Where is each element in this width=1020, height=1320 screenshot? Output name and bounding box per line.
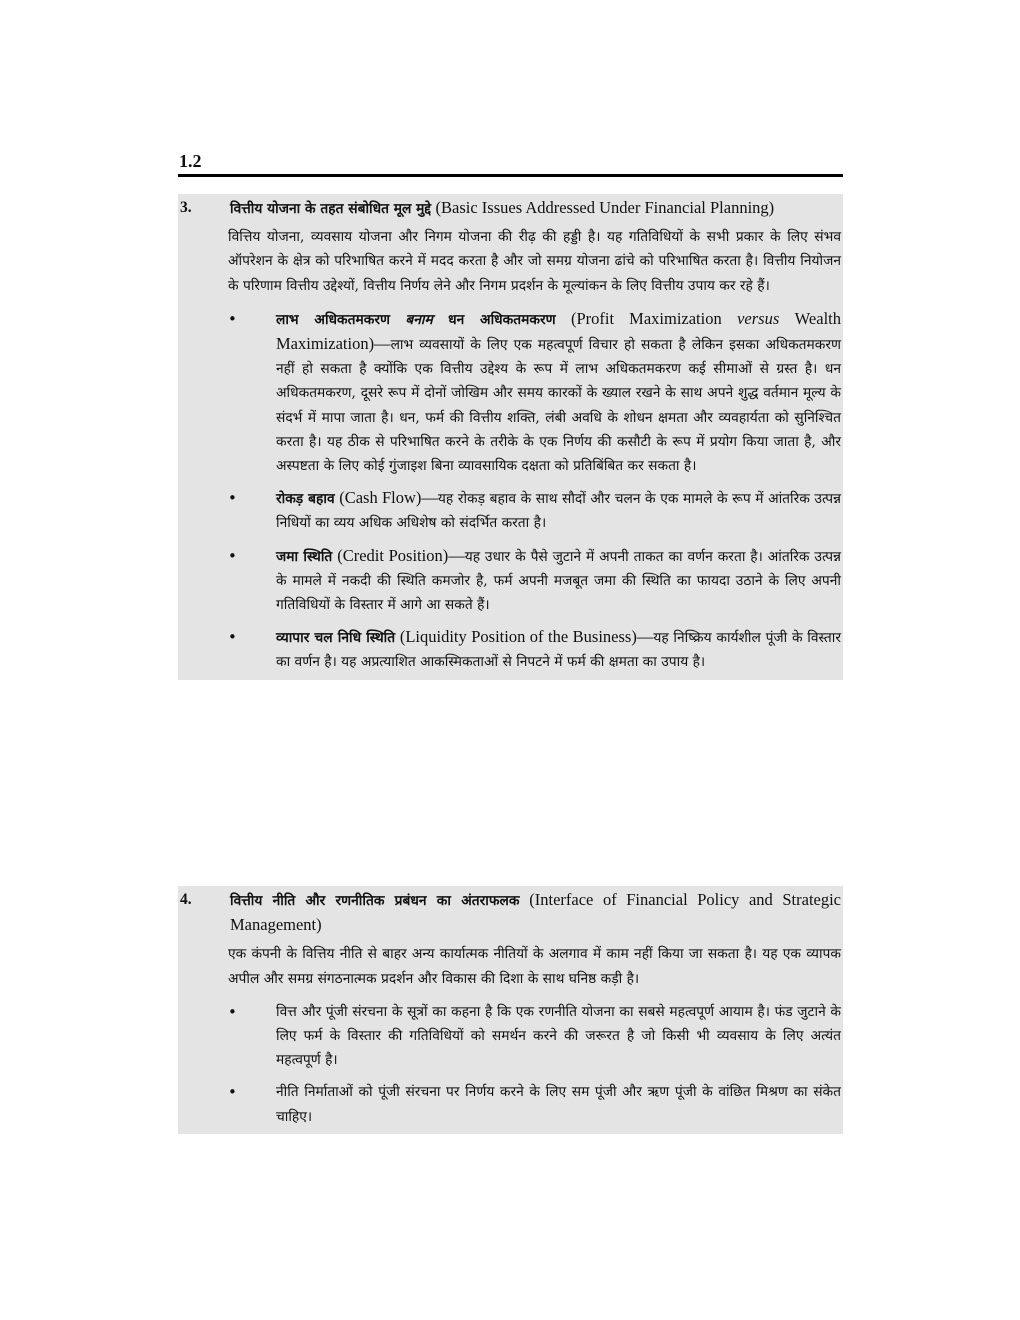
page-number: 1.2: [179, 151, 202, 171]
section-3-number: 3.: [180, 199, 192, 216]
bullet-term-english-versus: versus: [737, 308, 780, 328]
bullet-icon: •: [228, 628, 237, 647]
bullet-description: यह उधार के पैसे जुटाने में अपनी ताकत का वर्णन करता है। आंतरिक उत्पन्न के मामले में नकदी की स्थिति कमजोर है, फर्म अपनी मजबूत जमा की स्थिति का फायदा उठाने के लिए अपनी गतिविधियों के विस्तार में आगे आ सकते हैं।: [276, 548, 841, 614]
bullet-term-hindi-versus: बनाम: [405, 311, 433, 328]
bullet-term-english: (Profit Maximization: [570, 308, 722, 328]
section-3-title-english: (Basic Issues Addressed Under Financial Planning): [435, 198, 775, 217]
section-3-title-hindi: वित्तीय योजना के तहत संबोधित मूल मुद्दे: [230, 201, 432, 217]
bullet-term-english: (Liquidity Position of the Business)—: [399, 627, 654, 647]
bullet-icon: •: [228, 309, 237, 328]
section-4-title-english: (Interface of Financial Policy and Strategic Management): [230, 890, 842, 935]
bullet-text: [276, 544, 841, 618]
bullet-term-hindi: व्यापार चल निधि स्थिति: [276, 630, 396, 647]
bullet-credit-position: [228, 541, 843, 623]
bullet-cash-flow: [228, 483, 843, 540]
bullet-icon: •: [228, 546, 237, 565]
bullet-term-english: (Cash Flow)—: [339, 488, 438, 508]
bullet-term-hindi: लाभ अधिकतमकरण: [276, 311, 390, 328]
section-4-title-hindi: वित्तीय नीति और रणनीतिक प्रबंधन का अंतराफलक: [230, 893, 520, 909]
header-rule: [178, 174, 843, 177]
bullet-icon: •: [228, 1083, 237, 1102]
bullet-description: यह रोकड़ बहाव के साथ सौदों और चलन के एक मामले के रूप में आंतरिक उत्पन्न निधियों का व्यय अधिक अधिशेष को संदर्भित करता है।: [276, 491, 841, 532]
bullet-description: वित्त और पूंजी संरचना के सूत्रों का कहना है कि एक रणनीति योजना का सबसे महत्वपूर्ण आयाम है। फंड जुटाने के लिए फर्म के विस्तार की गतिविधियों को समर्थन करने की जरूरत है जो किसी भी व्यवसाय के लिए अत्यंत महत्वपूर्ण है।: [276, 1003, 841, 1069]
section-4-title: [230, 888, 843, 938]
bullet-liquidity-position: [228, 622, 843, 679]
bullet-description: लाभ व्यवसायों के लिए एक महत्वपूर्ण विचार हो सकता है लेकिन इसका अधिकतमकरण नहीं हो सकता है क्योंकि एक वित्तीय उद्देश्य के रूप में लाभ अधिकतमकरण कई सीमाओं से ग्रस्त है। धन अधिकतमकरण, दूसरे रूप में दोनों जोखिम और समय कारकों के ख्याल रखने के साथ अपने शुद्ध वर्तमान मूल्य के संदर्भ में मापा जाता है। धन, फर्म की वित्तीय शक्ति, लंबी अवधि के शोधन क्षमता और व्यवहार्यता को सुनिश्चित करता है। यह ठीक से परिभाषित करने के तरीके के एक निर्णय की कसौटी के रूप में प्रयोग किया जाता है, और अस्पष्टता के लिए कोई गुंजाइश बिना व्यावसायिक दक्षता को प्रतिबिंबित कर सकता है।: [276, 337, 841, 475]
bullet-term-english: Wealth Maximization)—: [276, 308, 841, 354]
bullet-term-hindi: धन अधिकतमकरण: [448, 311, 556, 328]
bullet-term-hindi: जमा स्थिति: [276, 548, 333, 565]
section-3-heading: [178, 194, 843, 222]
bullet-icon: •: [228, 489, 237, 508]
bullet-text: [276, 625, 841, 674]
section-4-intro: एक कंपनी के वित्तिय नीति से बाहर अन्य कार्यात्मक नीतियों के अलगाव में काम नहीं किया जा सकता है। यह एक व्यापक अपील और समग्र संगठनात्मक प्रदर्शन और विकास की दिशा के साथ घनिष्ठ कड़ी है।: [228, 946, 841, 987]
bullet-text: [276, 486, 841, 535]
bullet-finance-capital-structure: [228, 997, 843, 1078]
bullet-term-english: (Credit Position)—: [337, 545, 465, 565]
bullet-description: नीति निर्माताओं को पूंजी संरचना पर निर्णय करने के लिए सम पूंजी और ऋण पूंजी के वांछित मिश्रण का संकेत चाहिए।: [276, 1084, 841, 1125]
section-3-intro: वित्तिय योजना, व्यवसाय योजना और निगम योजना की रीढ़ की हड्डी है। यह गतिविधियों के सभी प्रकार के लिए संभव ऑपरेशन के क्षेत्र को परिभाषित करने में मदद करता है और जो समग्र योजना ढांचे को परिभाषित करता है। वित्तीय नियोजन के परिणाम वित्तीय उद्देश्यों, वित्तीय निर्णय लेने और निगम प्रदर्शन के मूल्यांकन के लिए वित्तीय उपाय कर रहे हैं।: [228, 229, 841, 294]
section-3-title: [230, 196, 843, 221]
section-4: [178, 886, 843, 1134]
bullet-policy-makers: [228, 1077, 843, 1133]
bullet-description: यह निष्क्रिय कार्यशील पूंजी के विस्तार का वर्णन है। यह अप्रत्याशित आकस्मिकताओं से निपटने में फर्म की क्षमता का उपाय है।: [276, 630, 841, 671]
bullet-text: [276, 307, 841, 478]
bullet-term-hindi: रोकड़ बहाव: [276, 491, 335, 508]
section-4-heading: [178, 886, 843, 939]
section-3: [178, 194, 843, 680]
section-4-number: 4.: [180, 891, 192, 908]
bullet-icon: •: [228, 1002, 237, 1021]
bullet-profit-vs-wealth: [228, 304, 843, 483]
